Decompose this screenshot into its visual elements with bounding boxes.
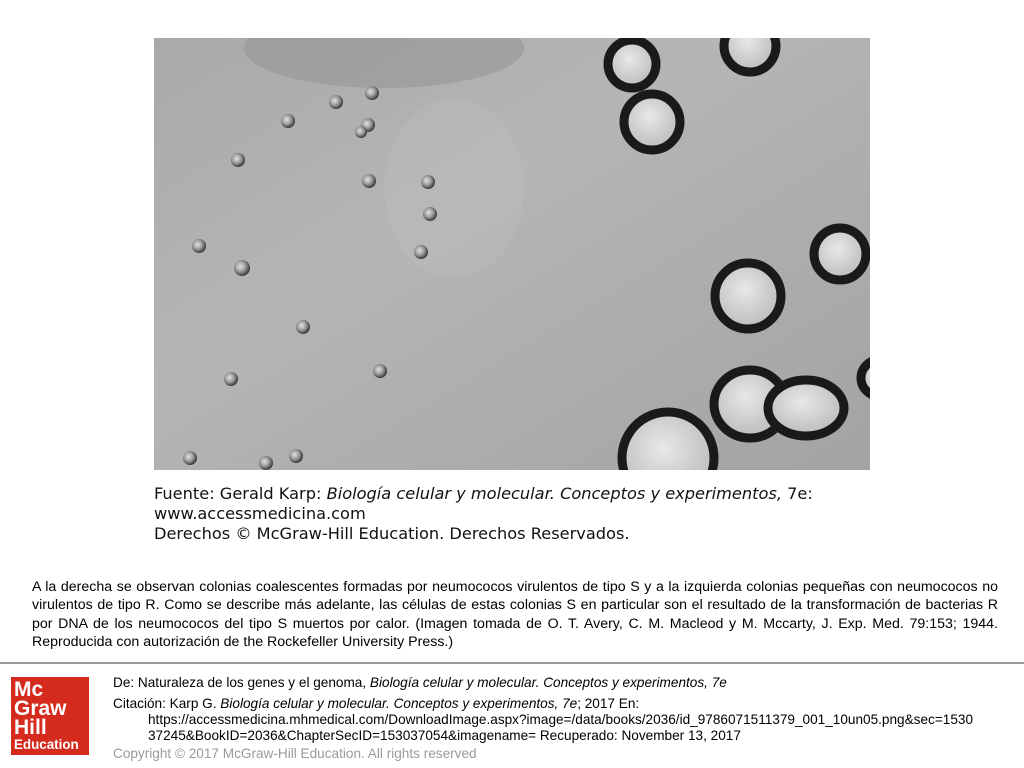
logo-line-3: Hill	[14, 716, 47, 739]
footer-source-title: Biología celular y molecular. Conceptos y experimentos, 7e	[369, 675, 727, 690]
logo-line-2: Graw	[14, 697, 67, 720]
citation-title: Biología celular y molecular. Conceptos y experimentos, 7e	[220, 696, 578, 711]
mcgraw-hill-logo	[11, 677, 89, 755]
figure-caption: A la derecha se observan colonias coalescentes formadas por neumococos virulentos de tipo S y a la izquierda colonias pequeñas con neumococos no virulentos de tipo R. Como se describe más adelante, las células de estas colonias S en particular son el resultado de la transformación de bacterias R por DNA de los neumococos del tipo S muertos por calor. (Imagen tomada de O. T. Avery, C. M. Macleod y M. Mccarty, J. Exp. Med. 79:153; 1944. Reproducida con autorización de the Rockefeller University Press.)	[32, 579, 998, 651]
source-book-title: Biología celular y molecular. Conceptos y experimentos,	[326, 484, 782, 503]
logo-line-1: Mc	[14, 678, 44, 701]
colonies-micrograph	[154, 38, 870, 470]
footer-citation	[113, 696, 1013, 744]
source-prefix: Fuente: Gerald Karp:	[154, 484, 327, 503]
citation-suffix: ; 2017 En:	[577, 696, 640, 711]
citation-sep: .	[212, 696, 221, 711]
source-suffix: 7e:	[781, 484, 813, 503]
figure-source	[154, 484, 870, 544]
logo-line-4: Education	[14, 737, 79, 752]
source-rights: Derechos © McGraw-Hill Education. Derechos Reservados.	[154, 524, 630, 543]
citation-url-line-2: 37245&BookID=2036&ChapterSecID=153037054&imagename= Recuperado: November 13, 2017	[148, 728, 741, 743]
citation-prefix: Citación: Karp G	[113, 696, 213, 711]
copyright-notice: Copyright © 2017 McGraw-Hill Education. All rights reserved	[113, 746, 477, 761]
footer-divider	[0, 662, 1024, 664]
footer-source	[113, 675, 727, 691]
source-website: www.accessmedicina.com	[154, 504, 366, 523]
citation-url-line-1: https://accessmedicina.mhmedical.com/DownloadImage.aspx?image=/data/books/2036/id_9786071511379_001_10un05.png&sec=1530	[148, 712, 974, 727]
figure	[154, 38, 870, 550]
footer-source-prefix: De: Naturaleza de los genes y el genoma,	[113, 675, 370, 690]
